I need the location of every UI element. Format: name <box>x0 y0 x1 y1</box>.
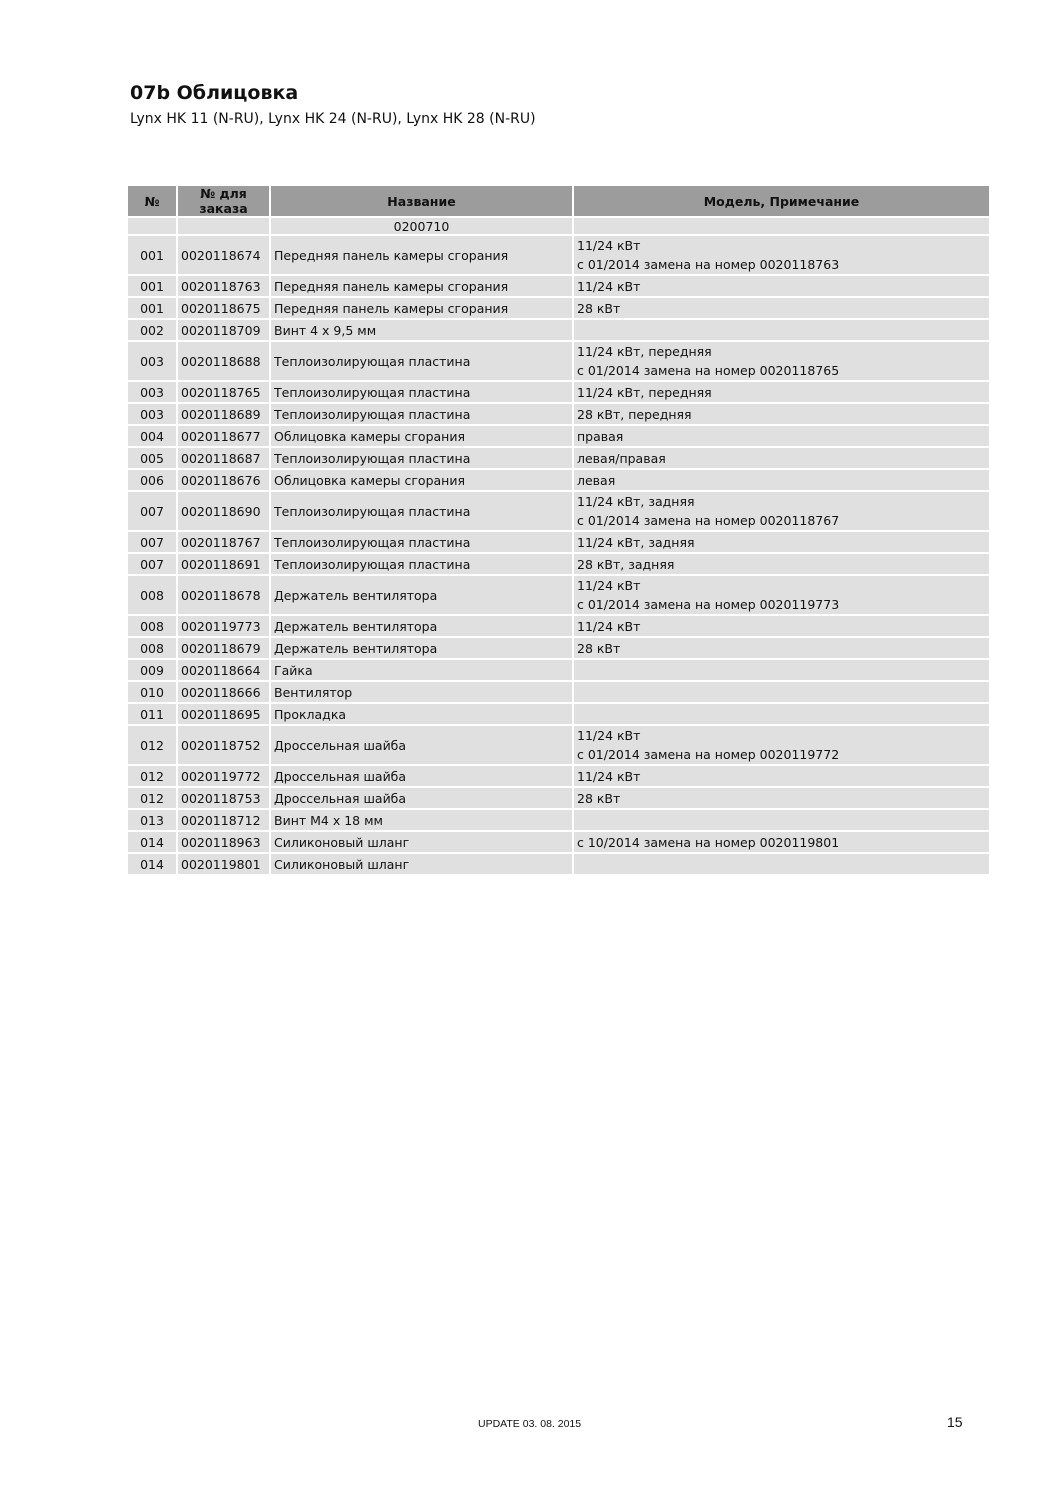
position-cell: 001 <box>128 276 176 296</box>
position-cell: 012 <box>128 766 176 786</box>
note-cell <box>574 766 989 786</box>
note-cell <box>574 492 989 530</box>
group-code: 0200710 <box>271 218 572 234</box>
table-row <box>128 342 989 380</box>
note-cell <box>574 616 989 636</box>
name-cell: Передняя панель камеры сгорания <box>271 298 572 318</box>
name-cell: Передняя панель камеры сгорания <box>271 236 572 274</box>
table-row <box>128 638 989 658</box>
order-number-cell: 0020118695 <box>178 704 269 724</box>
note-line: 11/24 кВт, передняя <box>577 384 712 400</box>
order-number-cell: 0020118676 <box>178 470 269 490</box>
table-row <box>128 726 989 764</box>
note-cell <box>574 236 989 274</box>
group-row <box>128 218 989 234</box>
note-cell <box>574 298 989 318</box>
name-cell: Дроссельная шайба <box>271 766 572 786</box>
order-number-cell: 0020118664 <box>178 660 269 680</box>
table-row <box>128 660 989 680</box>
position-cell: 003 <box>128 404 176 424</box>
note-line: 11/24 кВт <box>577 768 641 784</box>
name-cell: Теплоизолирующая пластина <box>271 382 572 402</box>
position-cell: 007 <box>128 554 176 574</box>
note-replacement-line: с 01/2014 замена на номер 0020118763 <box>577 257 840 272</box>
order-number-cell: 0020118689 <box>178 404 269 424</box>
position-cell: 007 <box>128 532 176 552</box>
position-cell: 008 <box>128 616 176 636</box>
order-number-cell: 0020118767 <box>178 532 269 552</box>
table-row <box>128 554 989 574</box>
note-line: 11/24 кВт, задняя <box>577 534 695 550</box>
position-cell: 012 <box>128 726 176 764</box>
position-cell: 001 <box>128 236 176 274</box>
order-number-cell: 0020118678 <box>178 576 269 614</box>
position-cell: 007 <box>128 492 176 530</box>
table-row <box>128 404 989 424</box>
name-cell: Теплоизолирующая пластина <box>271 342 572 380</box>
note-line: 11/24 кВт <box>577 578 641 593</box>
position-cell: 014 <box>128 854 176 874</box>
position-cell: 001 <box>128 298 176 318</box>
parts-table <box>126 184 991 876</box>
position-cell: 005 <box>128 448 176 468</box>
note-cell <box>574 576 989 614</box>
table-row <box>128 492 989 530</box>
order-number-cell: 0020118688 <box>178 342 269 380</box>
note-cell <box>574 426 989 446</box>
name-cell: Теплоизолирующая пластина <box>271 492 572 530</box>
order-number-cell: 0020118753 <box>178 788 269 808</box>
note-line: 11/24 кВт, задняя <box>577 494 695 509</box>
table-row <box>128 810 989 830</box>
table-row <box>128 576 989 614</box>
position-cell: 008 <box>128 576 176 614</box>
note-line: левая <box>577 472 616 488</box>
note-cell <box>574 448 989 468</box>
header-model-note: Модель, Примечание <box>574 186 989 216</box>
name-cell: Силиконовый шланг <box>271 854 572 874</box>
order-number-cell: 0020118666 <box>178 682 269 702</box>
name-cell: Облицовка камеры сгорания <box>271 470 572 490</box>
note-cell <box>574 276 989 296</box>
name-cell: Теплоизолирующая пластина <box>271 554 572 574</box>
note-line: 11/24 кВт <box>577 238 641 253</box>
name-cell: Дроссельная шайба <box>271 726 572 764</box>
position-cell: 008 <box>128 638 176 658</box>
note-replacement-line: с 01/2014 замена на номер 0020118765 <box>577 363 840 378</box>
note-cell <box>574 382 989 402</box>
name-cell: Держатель вентилятора <box>271 576 572 614</box>
order-number-cell: 0020118677 <box>178 426 269 446</box>
name-cell: Вентилятор <box>271 682 572 702</box>
order-number-cell: 0020119772 <box>178 766 269 786</box>
position-cell: 009 <box>128 660 176 680</box>
table-row <box>128 320 989 340</box>
note-line: 11/24 кВт, передняя <box>577 344 712 359</box>
table-row <box>128 766 989 786</box>
table-row <box>128 470 989 490</box>
position-cell: 006 <box>128 470 176 490</box>
name-cell: Силиконовый шланг <box>271 832 572 852</box>
position-cell: 014 <box>128 832 176 852</box>
table-row <box>128 448 989 468</box>
table-row <box>128 298 989 318</box>
order-number-cell: 0020118709 <box>178 320 269 340</box>
order-number-cell: 0020118687 <box>178 448 269 468</box>
note-replacement-line: с 01/2014 замена на номер 0020119773 <box>577 597 840 612</box>
note-cell <box>574 810 989 830</box>
table-row <box>128 854 989 874</box>
name-cell: Облицовка камеры сгорания <box>271 426 572 446</box>
table-row <box>128 682 989 702</box>
note-cell <box>574 532 989 552</box>
table-row <box>128 426 989 446</box>
note-line: 28 кВт <box>577 640 621 656</box>
note-line: 11/24 кВт <box>577 618 641 634</box>
note-cell <box>574 554 989 574</box>
table-row <box>128 532 989 552</box>
name-cell: Теплоизолирующая пластина <box>271 448 572 468</box>
position-cell: 002 <box>128 320 176 340</box>
note-cell <box>574 470 989 490</box>
order-number-cell: 0020118752 <box>178 726 269 764</box>
note-line: 28 кВт, передняя <box>577 406 692 422</box>
name-cell: Дроссельная шайба <box>271 788 572 808</box>
note-replacement-line: с 01/2014 замена на номер 0020118767 <box>577 513 840 528</box>
table-row <box>128 832 989 852</box>
order-number-cell: 0020118675 <box>178 298 269 318</box>
position-cell: 012 <box>128 788 176 808</box>
name-cell: Прокладка <box>271 704 572 724</box>
order-number-cell: 0020118765 <box>178 382 269 402</box>
name-cell: Винт 4 x 9,5 мм <box>271 320 572 340</box>
section-title: 07b Облицовка <box>130 82 299 104</box>
name-cell: Теплоизолирующая пластина <box>271 404 572 424</box>
name-cell: Держатель вентилятора <box>271 638 572 658</box>
table-row <box>128 616 989 636</box>
note-cell <box>574 342 989 380</box>
position-cell: 003 <box>128 342 176 380</box>
order-number-cell: 0020118763 <box>178 276 269 296</box>
note-cell <box>574 638 989 658</box>
table-row <box>128 704 989 724</box>
note-replacement-line: с 01/2014 замена на номер 0020119772 <box>577 747 840 762</box>
note-line: 28 кВт, задняя <box>577 556 675 572</box>
note-cell <box>574 320 989 340</box>
name-cell: Винт M4 x 18 мм <box>271 810 572 830</box>
note-cell <box>574 788 989 808</box>
page-number: 15 <box>947 1414 963 1430</box>
order-number-cell: 0020119801 <box>178 854 269 874</box>
position-cell: 011 <box>128 704 176 724</box>
note-cell <box>574 704 989 724</box>
table-row <box>128 276 989 296</box>
position-cell: 004 <box>128 426 176 446</box>
note-line: левая/правая <box>577 450 666 466</box>
section-subtitle: Lynx HK 11 (N-RU), Lynx HK 24 (N-RU), Lynx HK 28 (N-RU) <box>130 111 536 127</box>
note-line: 11/24 кВт <box>577 728 641 743</box>
order-number-cell: 0020118691 <box>178 554 269 574</box>
table-row <box>128 236 989 274</box>
order-number-cell: 0020118712 <box>178 810 269 830</box>
header-pos: № <box>128 186 176 216</box>
position-cell: 013 <box>128 810 176 830</box>
table-row <box>128 788 989 808</box>
order-number-cell: 0020118679 <box>178 638 269 658</box>
note-line: с 10/2014 замена на номер 0020119801 <box>577 834 840 850</box>
header-name: Название <box>271 186 572 216</box>
note-line: 28 кВт <box>577 300 621 316</box>
name-cell: Передняя панель камеры сгорания <box>271 276 572 296</box>
order-number-cell: 0020119773 <box>178 616 269 636</box>
order-number-cell: 0020118963 <box>178 832 269 852</box>
note-line: 28 кВт <box>577 790 621 806</box>
header-order-number: № для заказа <box>178 186 269 216</box>
note-line: 11/24 кВт <box>577 278 641 294</box>
name-cell: Теплоизолирующая пластина <box>271 532 572 552</box>
note-cell <box>574 832 989 852</box>
position-cell: 010 <box>128 682 176 702</box>
position-cell: 003 <box>128 382 176 402</box>
name-cell: Гайка <box>271 660 572 680</box>
order-number-cell: 0020118690 <box>178 492 269 530</box>
note-line: правая <box>577 428 624 444</box>
table-row <box>128 382 989 402</box>
name-cell: Держатель вентилятора <box>271 616 572 636</box>
note-cell <box>574 404 989 424</box>
note-cell <box>574 854 989 874</box>
order-number-cell: 0020118674 <box>178 236 269 274</box>
note-cell <box>574 682 989 702</box>
note-cell <box>574 660 989 680</box>
footer-update: UPDATE 03. 08. 2015 <box>478 1418 582 1430</box>
note-cell <box>574 726 989 764</box>
